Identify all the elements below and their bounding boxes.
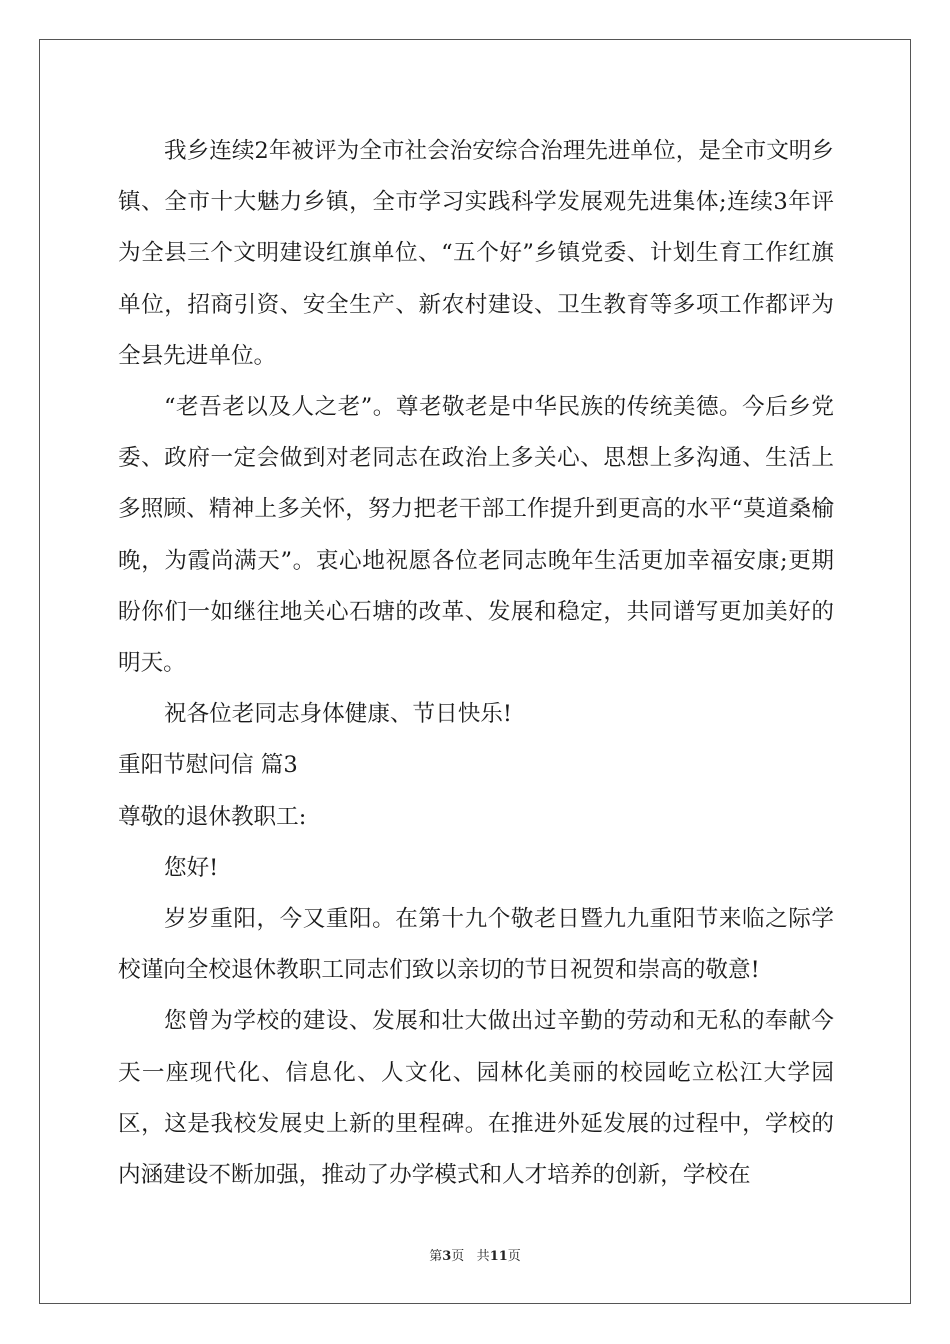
- section-heading: 重阳节慰问信 篇3: [118, 752, 298, 779]
- paragraph-festival: 岁岁重阳，今又重阳。在第十九个敬老日暨九九重阳节来临之际学校谨向全校退休教职工同志们致以亲切的节日祝贺和崇高的敬意!: [118, 906, 834, 984]
- page-prefix: 第: [429, 1249, 443, 1264]
- total-suffix: 页: [507, 1249, 521, 1264]
- total-pages: 11: [489, 1249, 508, 1264]
- greeting: 您好!: [164, 854, 219, 881]
- page-suffix: 页: [451, 1249, 465, 1264]
- page-footer: [0, 1245, 950, 1264]
- paragraph-wishes: 祝各位老同志身体健康、节日快乐!: [164, 701, 512, 728]
- paragraph-respect-elders: “老吾老以及人之老”。尊老敬老是中华民族的传统美德。今后乡党委、政府一定会做到对老同志在政治上多关心、思想上多沟通、生活上多照顾、精神上多关怀，努力把老干部工作提升到更高的水平“莫道桑榆晚，为霞尚满天”。衷心地祝愿各位老同志晚年生活更加幸福安康;更期盼你们一如继往地关心石塘的改革、发展和稳定，共同谱写更加美好的明天。: [118, 394, 834, 677]
- paragraph-contribution: 您曾为学校的建设、发展和壮大做出过辛勤的劳动和无私的奉献今天一座现代化、信息化、人文化、园林化美丽的校园屹立松江大学园区，这是我校发展史上新的里程碑。在推进外延发展的过程中，学校的内涵建设不断加强，推动了办学模式和人才培养的创新，学校在: [118, 1008, 834, 1189]
- paragraph-honors: 我乡连续2年被评为全市社会治安综合治理先进单位，是全市文明乡镇、全市十大魅力乡镇，全市学习实践科学发展观先进集体;连续3年评为全县三个文明建设红旗单位、“五个好”乡镇党委、计划生育工作红旗单位，招商引资、安全生产、新农村建设、卫生教育等多项工作都评为全县先进单位。: [118, 138, 834, 369]
- document-body: [118, 126, 834, 1201]
- page-number: 3: [442, 1249, 452, 1264]
- salutation: 尊敬的退休教职工:: [118, 803, 307, 830]
- total-prefix: 共: [476, 1249, 490, 1264]
